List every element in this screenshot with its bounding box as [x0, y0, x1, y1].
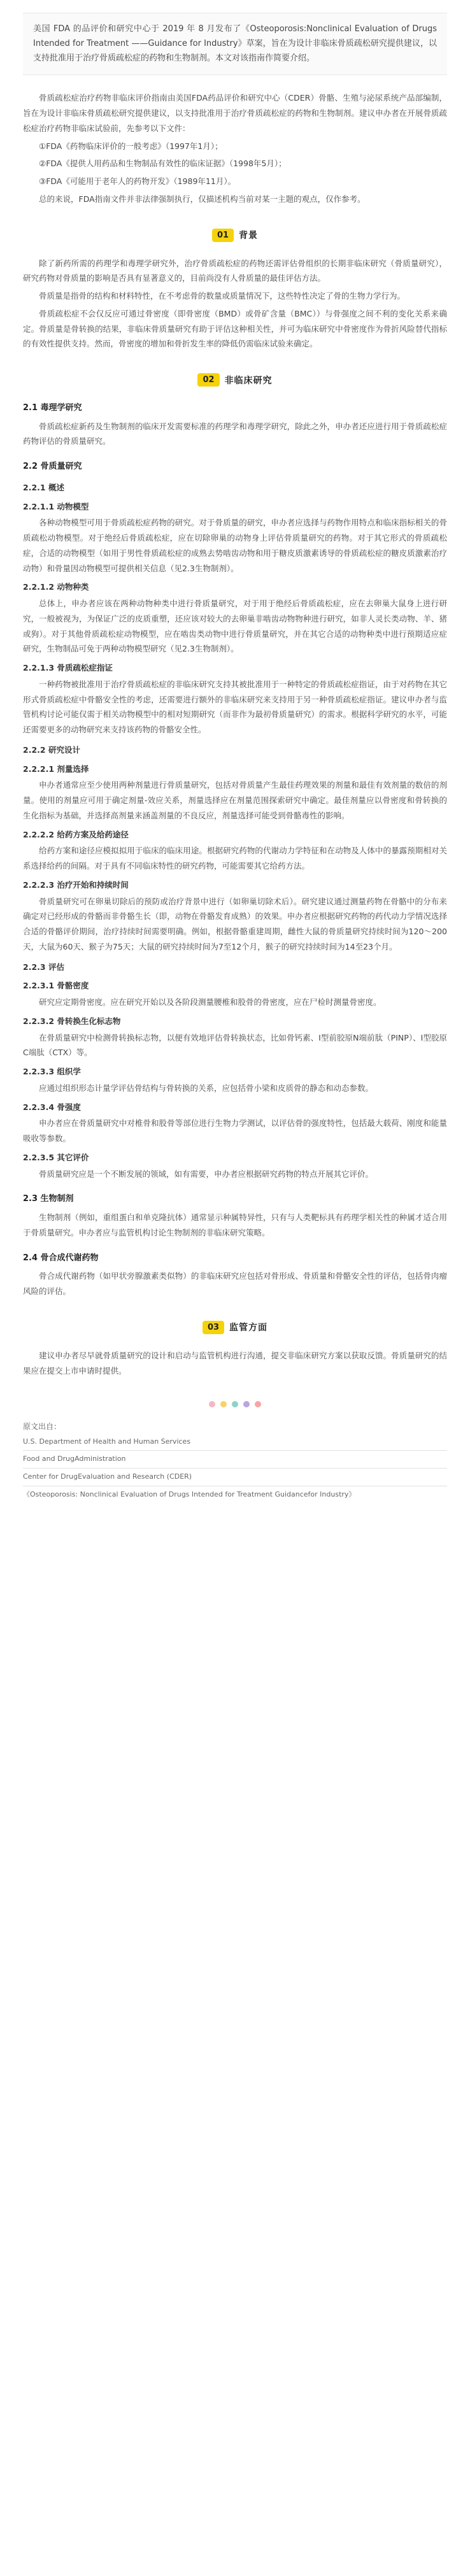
subsection-heading: 2.2 骨质量研究 — [23, 462, 82, 472]
paragraph: 总体上，申办者应该在两种动物种类中进行骨质量研究，对于用于绝经后骨质疏松症，应在去卵巢大鼠身上进行研究，一般被视为，为保证广泛的皮质重塑，还应该对较大的去卵巢非啮齿动物物种进行研究，如非人灵长类动物、羊、猪或狗）。对于其他骨质疏松症动物模型，应在啮齿类动物中进行骨质量研究，并在其它合适的动物种类中进行预期适应症研究，生物制品可免于两种动物模型研究（见2.3生物制剂）。 — [23, 599, 447, 654]
subsection-heading: 2.2.1.2 动物种类 — [23, 582, 89, 592]
subsection-heading: 2.2.3 评估 — [23, 962, 64, 972]
section-header-regulatory — [0, 1321, 470, 1334]
footer-line: U.S. Department of Health and Human Services — [23, 1437, 191, 1446]
section-title: 背景 — [239, 231, 259, 241]
regulatory-section — [23, 1348, 447, 1379]
subsection-heading: 2.2.2.2 给药方案及给药途径 — [23, 829, 129, 839]
paragraph: 申办者通常应至少使用两种剂量进行骨质量研究，包括对骨质量产生最佳药理效果的剂量和最佳有效剂量的数倍的剂量。使用的剂量应可用于确定剂量-效应关系，剂量选择应在剂量范围探索研究中确定。最佳剂量应以骨密度和骨转换的生化指标为基础，并选择高剂量来涵盖剂量的不良反应，剂量选择可能受到骨骼毒性的影响。 — [23, 780, 447, 820]
subsection-heading: 2.3 生物制剂 — [23, 1194, 74, 1204]
section-number-badge: 02 — [197, 373, 219, 387]
reference-item: ①FDA《药物临床评价的一般考虑》（1997年1月）； — [39, 141, 223, 151]
subsection-heading: 2.2.1.3 骨质疏松症指证 — [23, 663, 113, 673]
paragraph: 骨质疏松症新药及生物制剂的临床开发需要标准的药理学和毒理学研究，除此之外，申办者还应进行用于骨质疏松症药物评估的骨质量研究。 — [23, 421, 447, 446]
decorative-dot — [220, 1401, 227, 1407]
paragraph: 骨合成代谢药物（如甲状旁腺激素类似物）的非临床研究应包括对骨形成、骨质量和骨骼安全性的评估，包括骨肉瘤风险的评估。 — [23, 1271, 447, 1296]
section-number-badge: 03 — [203, 1321, 224, 1334]
preface-paragraph: 总的来说，FDA指南文件并非法律强制执行，仅描述机构当前对某一主题的观点，仅作参考。 — [39, 194, 366, 204]
paragraph: 在骨质量研究中检测骨转换标志物，以便有效地评估骨转换状态，比如骨钙素、I型前胶原N端前肽（PINP）、I型胶原C端肽（CTX）等。 — [23, 1032, 447, 1058]
paragraph: 骨质量研究应是一个不断发展的领域，如有需要，申办者应根据研究药物的特点开展其它评价。 — [39, 1169, 374, 1179]
paragraph: 除了新药所需的药理学和毒理学研究外，治疗骨质疏松症的药物还需评估骨组织的长期非临床研究（骨质量研究），研究药物对骨质量的影响是否具有显著意义的，目前尚没有人骨质量的最佳评估方法。 — [23, 258, 447, 283]
subsection-heading: 2.2.1.1 动物模型 — [23, 501, 89, 511]
decorative-dot — [255, 1401, 261, 1407]
section-header-nonclinical — [0, 373, 470, 387]
reference-item: ③FDA《可能用于老年人的药物开发》（1989年11月）。 — [39, 176, 236, 186]
paragraph: 申办者应在骨质量研究中对椎骨和股骨等部位进行生物力学测试，以评估骨的强度特性，包括最大载荷、刚度和能量吸收等参数。 — [23, 1118, 447, 1144]
paragraph: 骨质疏松症不会仅反应可通过骨密度（即骨密度（BMD）或骨矿含量（BMC））与骨强度之间不利的变化关系来确定。骨质量是骨转换的结果，非临床骨质量研究有助于评估这种相关性，并可为临床研究中骨密度作为骨折风险替代指标的有效性提供支持。然而，骨密度的增加和骨折发生率的降低仍需临床试验来确定。 — [23, 308, 447, 349]
subsection-heading: 2.4 骨合成代谢药物 — [23, 1253, 99, 1263]
subsection-heading: 2.2.3.5 其它评价 — [23, 1152, 89, 1162]
preface — [23, 90, 447, 206]
footer-line: Center for DrugEvaluation and Research (CDER) — [23, 1472, 192, 1481]
background-section — [23, 256, 447, 352]
section-title: 监管方面 — [229, 1323, 268, 1334]
subsection-heading: 2.2.2 研究设计 — [23, 744, 80, 755]
paragraph: 建议申办者尽早就骨质量研究的设计和启动与监管机构进行沟通，提交非临床研究方案以获取反馈。骨质量研究的结果应在提交上市申请时提供。 — [23, 1350, 447, 1376]
subsection-heading: 2.2.3.3 组织学 — [23, 1067, 81, 1077]
decorative-dot — [232, 1401, 238, 1407]
decorative-dot — [243, 1401, 250, 1407]
subsection-heading: 2.2.2.1 剂量选择 — [23, 764, 89, 774]
subsection-heading: 2.2.2.3 治疗开始和持续时间 — [23, 879, 129, 890]
divider — [23, 1450, 447, 1451]
source-footer — [23, 1420, 447, 1500]
paragraph: 生物制剂（例如，重组蛋白和单克隆抗体）通常显示种属特异性，只有与人类靶标具有药理学相关性的种属才适合用于骨质量研究。申办者应与监管机构讨论生物制剂的非临床研究策略。 — [23, 1213, 447, 1237]
subsection-heading: 2.2.1 概述 — [23, 482, 64, 492]
footer-label: 原文出自： — [23, 1422, 62, 1432]
nonclinical-section — [23, 401, 447, 1299]
paragraph: 应通过组织形态计量学评估骨结构与骨转换的关系，应包括骨小梁和皮质骨的静态和动态参数。 — [39, 1083, 374, 1093]
paragraph: 各种动物模型可用于骨质疏松症药物的研究。对于骨质量的研究，申办者应选择与药物作用特点和临床指标相关的骨质疏松动物模型。对于绝经后骨质疏松症，应在切除卵巢的动物身上评估骨质量研究的药物。对于其它形式的骨质疏松症，合适的动物模型（如用于男性骨质疏松症的成熟去势啮齿动物和用于糖皮质激素诱导的骨质疏松症的糖皮质激素治疗动物）和骨量因动物模型可提供相关信息（见2.3生物制剂）。 — [23, 518, 447, 573]
paragraph: 给药方案和途径应模拟拟用于临床的临床用途。根据研究药物的代谢动力学特征和在动物及人体中的暴露预期相对关系选择给药的间隔。对于具有不同临床特性的研究药物，可能需要其它给药方法。 — [23, 846, 447, 871]
subsection-heading: 2.2.3.2 骨转换生化标志物 — [23, 1016, 121, 1026]
paragraph: 研究应定期骨密度。应在研究开始以及各阶段测量腰椎和股骨的骨密度，应在尸检时测量骨密度。 — [39, 997, 381, 1007]
section-header-background — [0, 229, 470, 242]
footer-line: 《Osteoporosis: Nonclinical Evaluation of Drugs Intended for Treatment Guidancefor Industry》 — [23, 1490, 356, 1498]
intro-summary: 美国 FDA 的品评价和研究中心于 2019 年 8 月发布了《Osteoporosis:Nonclinical Evaluation of Drugs Intended for Treatment ——Guidance for Industry》草案，旨在为设计非临床骨质疏松研究提供建议，以支持批准用于治疗骨质疏松症的药物和生物制剂。本文对该指南作简要介绍。 — [23, 13, 447, 75]
paragraph: 骨质量研究可在卵巢切除后的预防或治疗背景中进行（如卵巢切除术后）。研究建议通过测量药物在骨骼中的分布来确定对已经形成的骨骼而非骨骼生长（即，动物在骨骼发育成熟）的效果。申办者应根据研究药物的药代动力学情况选择合适的骨骼评价期间，治疗持续时间需要明确。例如，根据骨骼重建周期，雌性大鼠的骨质量研究持续时间为120～200天，大鼠为60天、猴子为75天；大鼠的研究持续时间为7至12个月，猴子的研究持续时间为14至23个月。 — [23, 896, 447, 951]
footer-line: Food and DrugAdministration — [23, 1455, 126, 1463]
reference-item: ②FDA《提供人用药品和生物制品有效性的临床证据》（1998年5月）； — [39, 159, 287, 169]
decorative-dot — [209, 1401, 215, 1407]
divider — [23, 1468, 447, 1469]
subsection-heading: 2.2.3.1 骨骼密度 — [23, 981, 89, 991]
section-number-badge: 01 — [212, 229, 234, 242]
paragraph: 一种药物被批准用于治疗骨质疏松症的非临床研究支持其被批准用于一种特定的骨质疏松症指证，由于对药物在其它形式骨质疏松症中骨骼安全性的考虑，还需要进行额外的非临床研究来支持用于另一种骨质疏松症指证。建议申办者与监管机构讨论可能仅需于相关动物模型中的相对短期研究（而非作为最初骨质量研究）的需求。根据科学研究的水平，可能还需要更多的动物研究来支持该药物的骨骼安全性。 — [23, 679, 447, 735]
paragraph: 骨质量是指骨的结构和材料特性，在不考虑骨的数量或质量情况下，这些特性决定了骨的生物力学行为。 — [39, 291, 406, 301]
subsection-heading: 2.1 毒理学研究 — [23, 403, 82, 413]
section-title: 非临床研究 — [224, 375, 273, 386]
subsection-heading: 2.2.3.4 骨强度 — [23, 1102, 81, 1112]
decorative-dots — [0, 1401, 470, 1407]
preface-paragraph: 骨质疏松症治疗药物非临床评价指南由美国FDA药品评价和研究中心（CDER）骨骼、生殖与泌尿系统产品部编制，旨在为设计非临床骨质疏松研究提供建议，以支持批准用于治疗骨质疏松症的药物和生物制剂。建议申办者在开展骨质疏松症治疗药物非临床试验前，先参考以下文件： — [23, 93, 447, 133]
